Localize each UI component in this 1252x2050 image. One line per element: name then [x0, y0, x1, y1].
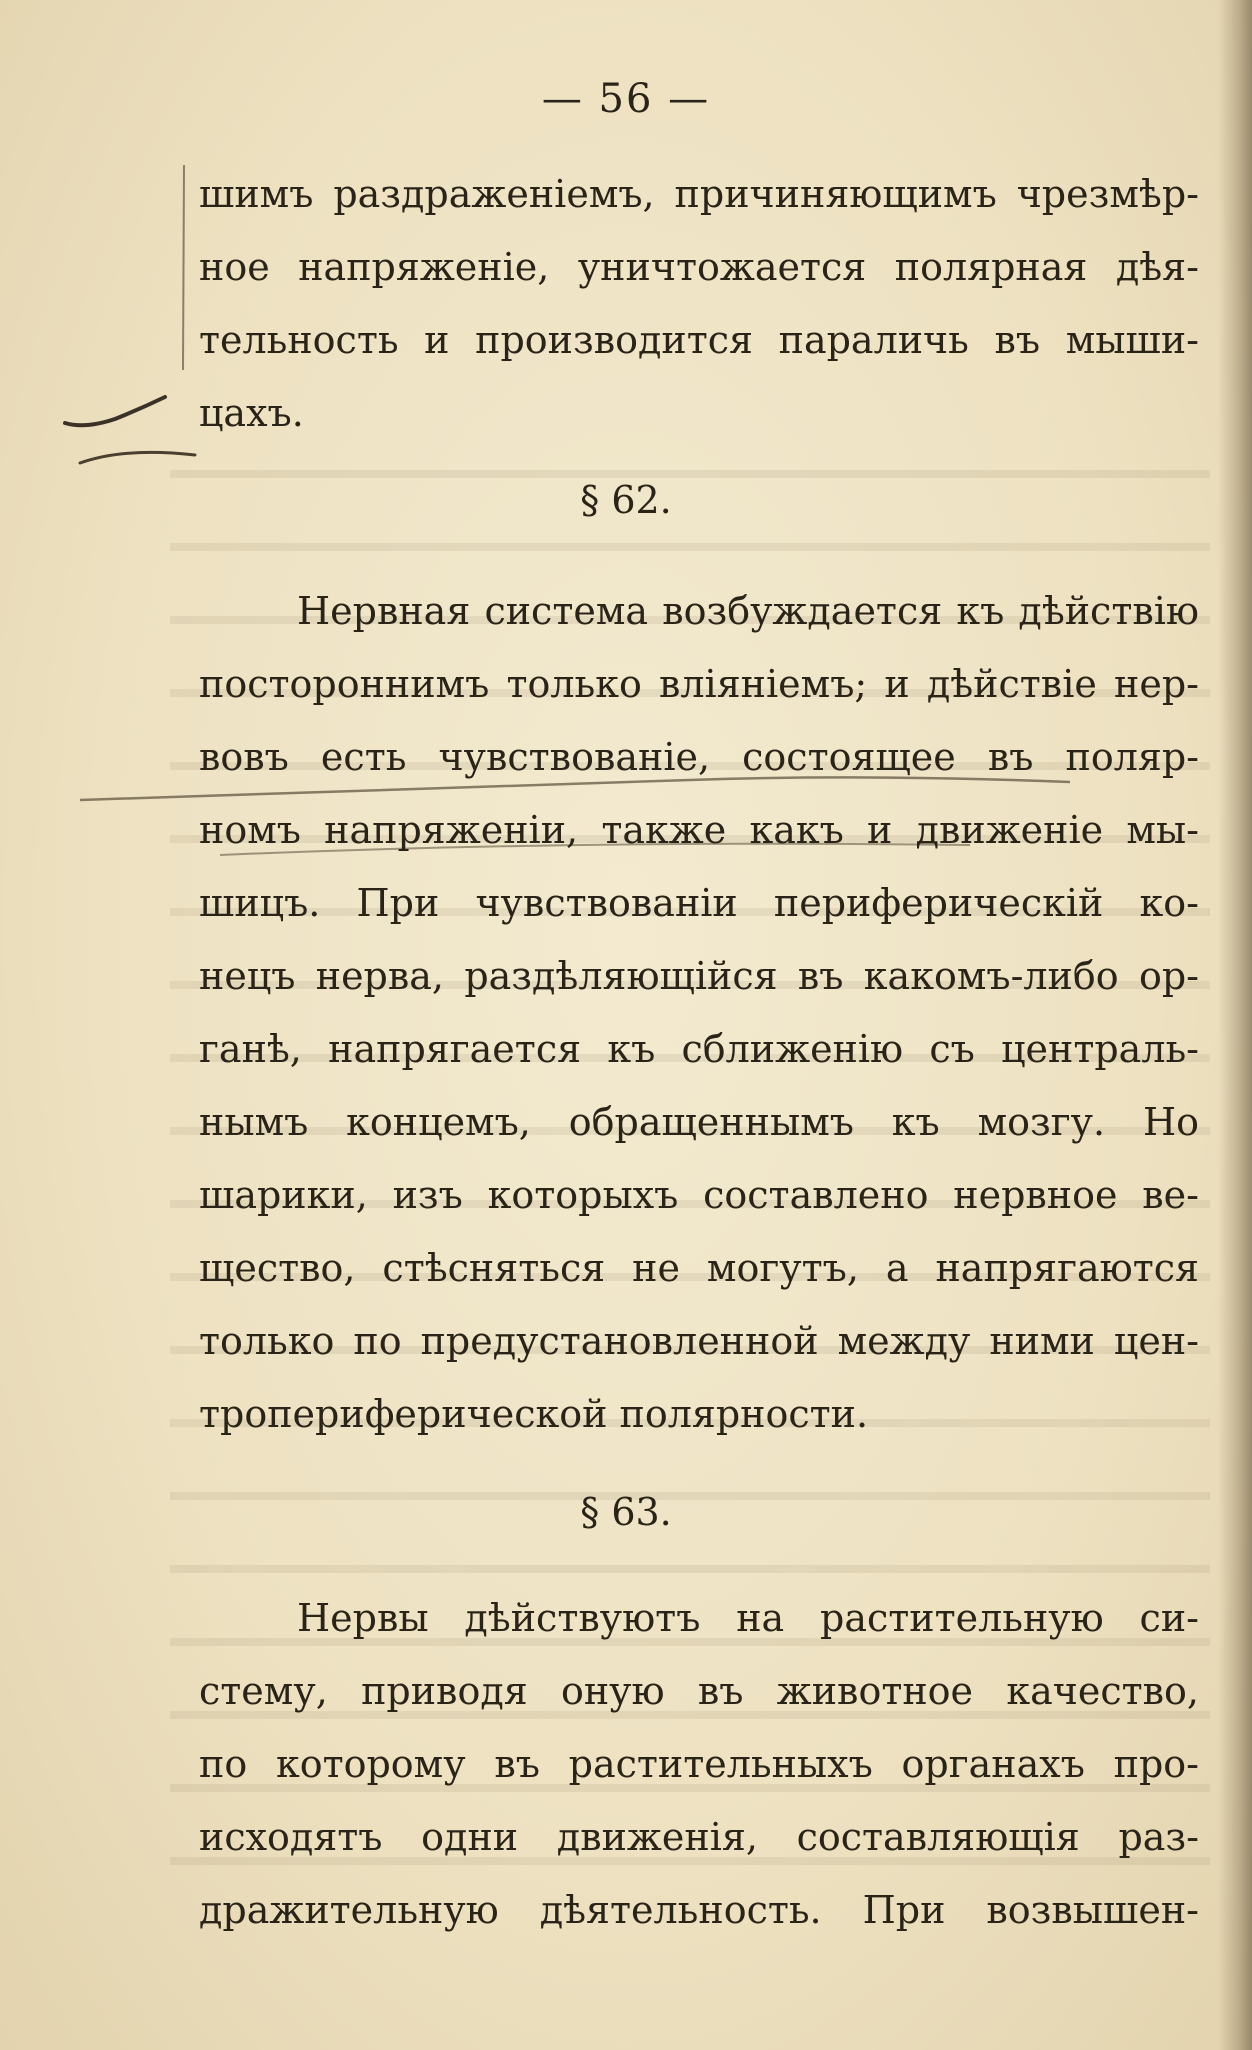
text-line: нецъ нерва, раздѣляющійся въ какомъ-либо ор-	[199, 954, 1199, 998]
text-line: ное напряженіе, уничтожается полярная дѣя-	[199, 245, 1199, 289]
text-line: вовъ есть чувствованіе, состоящее въ поляр-	[199, 735, 1199, 779]
section-heading-63: § 63.	[580, 1490, 672, 1534]
pencil-margin-mark	[55, 385, 205, 475]
pencil-vertical-mark	[178, 160, 190, 380]
text-line: стему, приводя оную въ животное качество,	[199, 1669, 1199, 1713]
text-line: только по предустановленной между ними цен-	[199, 1319, 1199, 1363]
page-edge-shadow	[1218, 0, 1252, 2050]
paragraph-section-63	[199, 1582, 1199, 1947]
text-line: ганѣ, напрягается къ сближенію съ централь-	[199, 1027, 1199, 1071]
text-line: дражительную дѣятельность. При возвышен-	[199, 1888, 1199, 1932]
text-line: шицъ. При чувствованіи периферическій ко-	[199, 881, 1199, 925]
text-line: цахъ.	[199, 391, 304, 435]
section-heading-62: § 62.	[580, 478, 672, 522]
text-line: шарики, изъ которыхъ составлено нервное ве-	[199, 1173, 1199, 1217]
text-line: тельность и производится параличь въ мыши-	[199, 318, 1199, 362]
text-line: щество, стѣсняться не могутъ, а напрягаются	[199, 1246, 1199, 1290]
text-line: нымъ концемъ, обращеннымъ къ мозгу. Но	[199, 1100, 1199, 1144]
text-line: исходятъ одни движенія, составляющія раз-	[199, 1815, 1199, 1859]
text-line: номъ напряженіи, также какъ и движеніе мы-	[199, 808, 1199, 852]
paragraph-continuation	[199, 158, 1199, 450]
paragraph-section-62	[199, 575, 1199, 1451]
text-line: шимъ раздраженіемъ, причиняющимъ чрезмѣр-	[199, 172, 1199, 216]
text-line: Нервная система возбуждается къ дѣйствію	[297, 589, 1199, 633]
text-line: по которому въ растительныхъ органахъ про-	[199, 1742, 1199, 1786]
text-line: тропериферической полярности.	[199, 1392, 869, 1436]
text-line: постороннимъ только вліяніемъ; и дѣйствіе нер-	[199, 662, 1199, 706]
page-number: — 56 —	[541, 76, 711, 122]
text-line: Нервы дѣйствуютъ на растительную си-	[297, 1596, 1199, 1640]
